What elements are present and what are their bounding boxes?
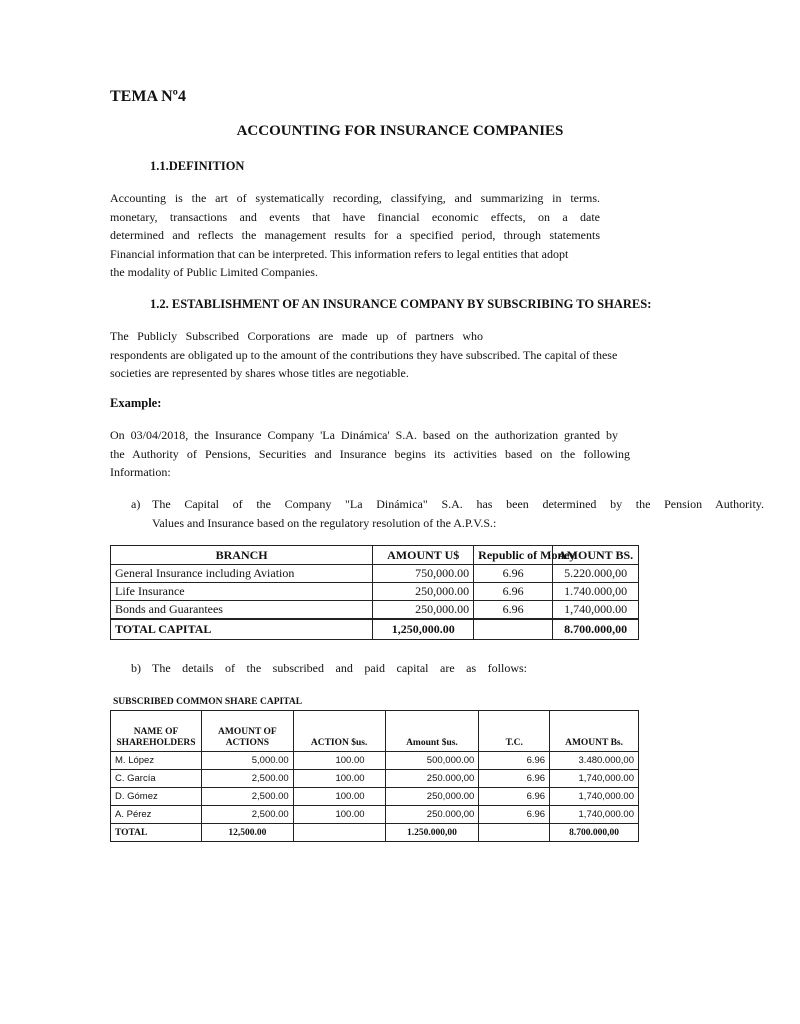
column-header: T.C. <box>479 711 550 752</box>
item-a-body <box>152 495 764 532</box>
table-row <box>111 806 639 824</box>
table-cell: 100.00 <box>293 806 385 824</box>
column-header: ACTION $us. <box>293 711 385 752</box>
table-cell: 100.00 <box>293 752 385 770</box>
capital-by-branch-table <box>110 545 639 640</box>
table-cell: Life Insurance <box>111 583 373 601</box>
document-title: ACCOUNTING FOR INSURANCE COMPANIES <box>236 123 564 139</box>
table-cell: C. García <box>111 770 202 788</box>
paragraph-line: monetary, transactions and events that have financial economic effects, on a date <box>110 209 600 224</box>
table-cell <box>474 619 553 640</box>
table-row <box>111 788 639 806</box>
table-cell: TOTAL CAPITAL <box>111 619 373 640</box>
table-cell: Bonds and Guarantees <box>111 601 373 620</box>
table-cell: 6.96 <box>479 770 550 788</box>
table-cell: 100.00 <box>293 770 385 788</box>
section-establishment-body <box>110 327 617 383</box>
table-row <box>111 770 639 788</box>
page-heading: TEMA Nº4 <box>110 88 186 105</box>
table-cell: 1,250,000.00 <box>373 619 474 640</box>
table-cell: 1.250.000,00 <box>385 824 479 842</box>
table-cell: 8.700.000,00 <box>553 619 639 640</box>
table-header-row <box>111 546 639 565</box>
table-row <box>111 752 639 770</box>
column-header: AMOUNT BS. <box>553 546 639 565</box>
paragraph-line: Accounting is the art of systematically recording, classifying, and summarizing in terms. <box>110 191 600 205</box>
table-cell: 250,000.00 <box>385 788 479 806</box>
table-cell: 6.96 <box>474 565 553 583</box>
table-cell: 250.000,00 <box>385 770 479 788</box>
example-body <box>110 426 630 482</box>
table-cell: 250.000,00 <box>385 806 479 824</box>
table-cell: 6.96 <box>479 806 550 824</box>
section-definition-body <box>110 189 600 282</box>
table-cell: 2,500.00 <box>201 806 293 824</box>
column-header: BRANCH <box>111 546 373 565</box>
table-cell: 1,740,000.00 <box>550 806 639 824</box>
column-header: Republic of Money <box>474 546 553 565</box>
table-cell: 750,000.00 <box>373 565 474 583</box>
table-cell: 8.700.000,00 <box>550 824 639 842</box>
paragraph-line: The Publicly Subscribed Corporations are made up of partners who <box>110 329 483 343</box>
paragraph-line: the modality of Public Limited Companies. <box>110 265 318 279</box>
table-cell: 5,000.00 <box>201 752 293 770</box>
table-cell: 1,740,000.00 <box>550 788 639 806</box>
paragraph-line: Financial information that can be interpreted. This information refers to legal entities that adopt <box>110 246 569 261</box>
share-capital-table-title: SUBSCRIBED COMMON SHARE CAPITAL <box>113 697 303 707</box>
paragraph-line: Values and Insurance based on the regulatory resolution of the A.P.V.S.: <box>152 515 497 530</box>
table-cell: 5.220.000,00 <box>553 565 639 583</box>
paragraph-line: respondents are obligated up to the amount of the contributions they have subscribed. The capital of these <box>110 347 618 362</box>
table-cell: 1.740.000,00 <box>553 583 639 601</box>
column-header: AMOUNT OF ACTIONS <box>201 711 293 752</box>
table-row <box>111 583 639 601</box>
table-row <box>111 565 639 583</box>
table-cell: General Insurance including Aviation <box>111 565 373 583</box>
table-cell: 6.96 <box>479 788 550 806</box>
table-cell: 250,000.00 <box>373 583 474 601</box>
item-b-text: The details of the subscribed and paid capital are as follows: <box>152 661 527 675</box>
item-a-marker: a) <box>131 497 141 511</box>
table-cell: 500,000.00 <box>385 752 479 770</box>
table-header-row <box>111 711 639 752</box>
item-b-marker: b) <box>131 661 141 675</box>
column-header: Amount $us. <box>385 711 479 752</box>
example-label: Example: <box>110 396 162 410</box>
table-cell: 1,740,000.00 <box>550 770 639 788</box>
table-cell: 6.96 <box>474 583 553 601</box>
paragraph-line: The Capital of the Company "La Dinámica" S.A. has been determined by the Pension Authority. <box>152 497 764 511</box>
share-capital-table <box>110 710 639 842</box>
table-cell: 250,000.00 <box>373 601 474 620</box>
paragraph-line: societies are represented by shares whose titles are negotiable. <box>110 366 409 380</box>
table-cell: 100.00 <box>293 788 385 806</box>
paragraph-line: Information: <box>110 465 171 479</box>
table-cell: A. Pérez <box>111 806 202 824</box>
paragraph-line: determined and reflects the management results for a specified period, through statements <box>110 228 600 242</box>
table-cell: 2,500.00 <box>201 788 293 806</box>
table-cell: 2,500.00 <box>201 770 293 788</box>
table-total-row <box>111 824 639 842</box>
table-cell: TOTAL <box>111 824 202 842</box>
table-cell <box>479 824 550 842</box>
column-header: AMOUNT U$ <box>373 546 474 565</box>
section-definition-title: 1.1.DEFINITION <box>150 159 245 173</box>
table-cell: 1,740,000.00 <box>553 601 639 620</box>
paragraph-line: On 03/04/2018, the Insurance Company 'La Dinámica' S.A. based on the authorization granted by <box>110 428 618 442</box>
section-establishment-title: 1.2. ESTABLISHMENT OF AN INSURANCE COMPANY BY SUBSCRIBING TO SHARES: <box>150 297 652 311</box>
column-header: AMOUNT Bs. <box>550 711 639 752</box>
paragraph-line: the Authority of Pensions, Securities and Insurance begins its activities based on the following <box>110 446 630 461</box>
table-row <box>111 601 639 620</box>
table-cell <box>293 824 385 842</box>
table-cell: 3.480.000,00 <box>550 752 639 770</box>
table-cell: 6.96 <box>474 601 553 620</box>
table-cell: 12,500.00 <box>201 824 293 842</box>
table-cell: D. Gómez <box>111 788 202 806</box>
table-total-row <box>111 619 639 640</box>
table-cell: 6.96 <box>479 752 550 770</box>
column-header: NAME OF SHAREHOLDERS <box>111 711 202 752</box>
table-cell: M. López <box>111 752 202 770</box>
